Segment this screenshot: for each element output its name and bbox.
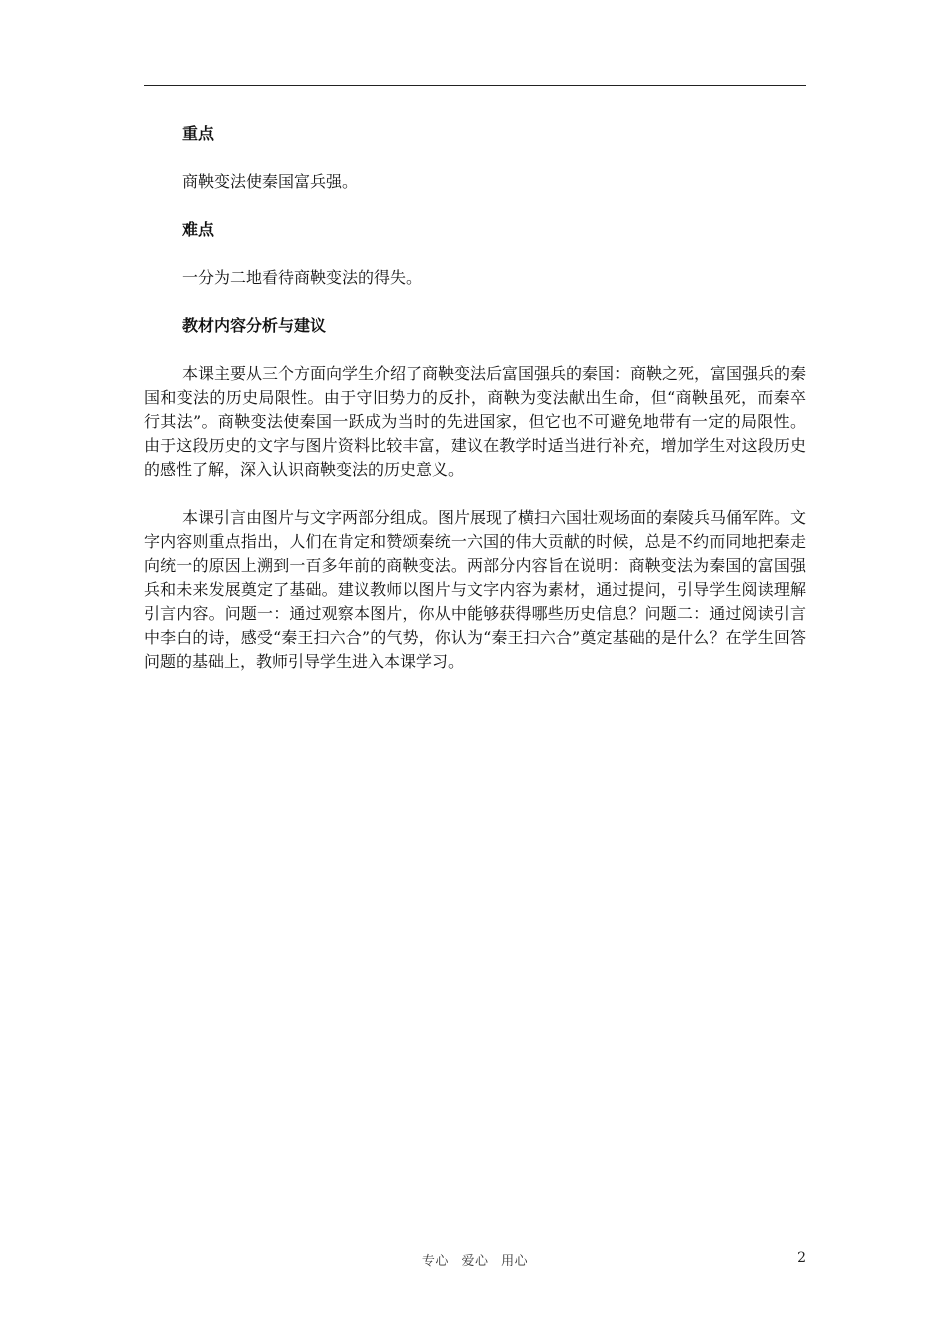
spacer [144,482,806,506]
analysis-paragraph-2: 本课引言由图片与文字两部分组成。图片展现了横扫六国壮观场面的秦陵兵马俑军阵。文字内容则重点指出，人们在肯定和赞颂秦统一六国的伟大贡献的时候，总是不约而同地把秦走向统一的原因上溯到一百多年前的商鞅变法。两部分内容旨在说明：商鞅变法为秦国的富国强兵和未来发展奠定了基础。建议教师以图片与文字内容为素材，通过提问，引导学生阅读理解引言内容。问题一：通过观察本图片，你从中能够获得哪些历史信息？问题二：通过阅读引言中李白的诗，感受“秦王扫六合”的气势，你认为“秦王扫六合”奠定基础的是什么？在学生回答问题的基础上，教师引导学生进入本课学习。 [144,508,807,671]
analysis-heading: 教材内容分析与建议 [182,316,327,335]
footer-motto: 专心 爱心 用心 [421,1254,529,1269]
difficulty-text: 一分为二地看待商鞅变法的得失。 [182,268,423,287]
header-rule [144,85,806,86]
key-point-heading: 重点 [182,124,215,143]
document-body [144,122,806,674]
spacer [144,242,806,266]
analysis-paragraph-1: 本课主要从三个方面向学生介绍了商鞅变法后富国强兵的秦国：商鞅之死，富国强兵的秦国和变法的历史局限性。由于守旧势力的反扑，商鞅为变法献出生命，但“商鞅虽死，而秦卒行其法”。商鞅变法使秦国一跃成为当时的先进国家，但它也不可避免地带有一定的局限性。由于这段历史的文字与图片资料比较丰富，建议在教学时适当进行补充，增加学生对这段历史的感性了解，深入认识商鞅变法的历史意义。 [144,364,807,479]
spacer [144,146,806,170]
spacer [144,290,806,314]
page-number: 2 [797,1250,806,1266]
difficulty-heading: 难点 [182,220,215,239]
spacer [144,194,806,218]
key-point-text: 商鞅变法使秦国富兵强。 [182,172,359,191]
spacer [144,338,806,362]
